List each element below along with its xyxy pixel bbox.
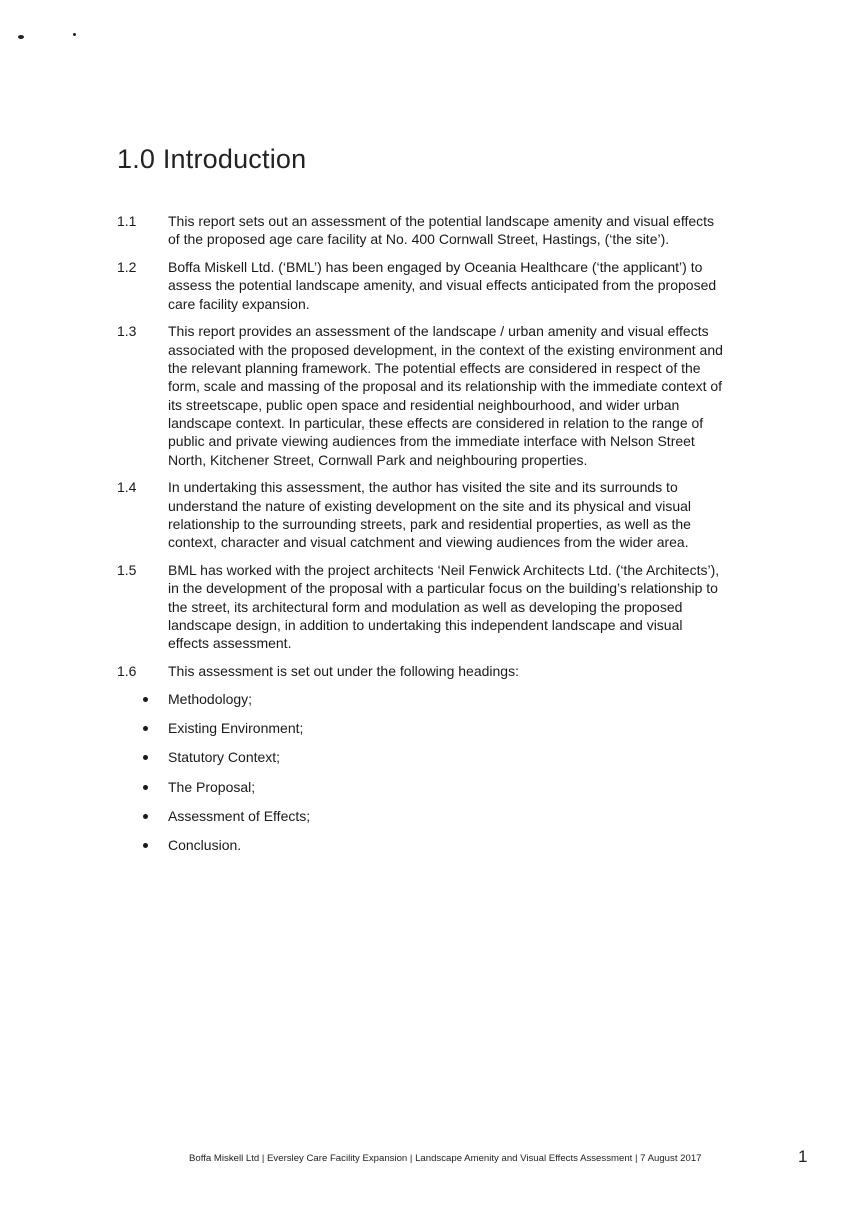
paragraph-number: 1.5 [117,562,137,579]
list-item [117,807,727,836]
list-item-text: Methodology; [168,690,253,707]
list-item [117,690,727,719]
list-item-text: Assessment of Effects; [168,808,311,825]
bullet-icon [117,807,168,825]
page-footer: Boffa Miskell Ltd | Eversley Care Facility Expansion | Landscape Amenity and Visual Effects Assessment | 7 August 2017 [189,1153,702,1164]
paragraph-text: In undertaking this assessment, the author has visited the site and its surrounds to understand the nature of existing development on the site and its physical and visual relationship to the surrounding streets, park and residential properties, as well as the context, character and visual catchment and viewing audiences from the wider area. [168,479,691,551]
paragraph-text: Boffa Miskell Ltd. (‘BML’) has been engaged by Oceania Healthcare (‘the applicant’) to assess the potential landscape amenity, and visual effects anticipated from the proposed care facility expansion. [168,259,717,312]
list-item-text: Conclusion. [168,837,242,854]
paragraph-text: This report provides an assessment of the landscape / urban amenity and visual effects associated with the proposed development, in the context of the existing environment and the relevant planning framework. The potential effects are considered in respect of the form, scale and massing of the proposal and its relationship with the immediate context of its streetscape, public open space and residential neighbourhood, and wider urban landscape context. In particular, these effects are considered in relation to the range of public and private viewing audiences from the immediate interface with Nelson Street North, Kitchener Street, Cornwall Park and neighbouring properties. [168,323,723,468]
headings-list [117,690,727,866]
paragraph-number: 1.2 [117,259,137,276]
bullet-icon [117,836,168,854]
paragraph-1-6 [117,662,727,680]
scan-speck [18,35,24,39]
paragraph-number: 1.4 [117,479,137,496]
scan-speck [73,33,76,36]
bullet-icon [117,690,168,708]
paragraph-1-1 [117,212,727,249]
paragraph-1-4 [117,478,727,551]
list-item-text: Statutory Context; [168,749,281,766]
paragraph-1-3 [117,322,727,468]
paragraph-text: This report sets out an assessment of the potential landscape amenity and visual effects of the proposed age care facility at No. 400 Cornwall Street, Hastings, (‘the site’). [168,213,715,248]
paragraph-number: 1.6 [117,663,137,680]
document-body [117,212,727,866]
bullet-icon [117,719,168,737]
list-item-text: The Proposal; [168,778,256,795]
paragraph-1-2 [117,258,727,313]
list-item [117,778,727,807]
paragraph-number: 1.3 [117,323,137,340]
bullet-icon [117,778,168,796]
list-item-text: Existing Environment; [168,720,304,737]
section-heading: 1.0 Introduction [117,144,307,174]
bullet-icon [117,748,168,766]
list-item [117,748,727,777]
paragraph-1-5 [117,561,727,652]
paragraph-number: 1.1 [117,213,137,229]
list-item [117,836,727,865]
paragraph-text: This assessment is set out under the following headings: [168,663,519,680]
page-number: 1 [798,1147,808,1166]
paragraph-text: BML has worked with the project architects ‘Neil Fenwick Architects Ltd. (‘the Architects’), in the development of the proposal with a particular focus on the building’s relationship to the street, its architectural form and modulation as well as developing the proposed landscape design, in addition to undertaking this independent landscape and visual effects assessment. [168,562,720,652]
list-item [117,719,727,748]
